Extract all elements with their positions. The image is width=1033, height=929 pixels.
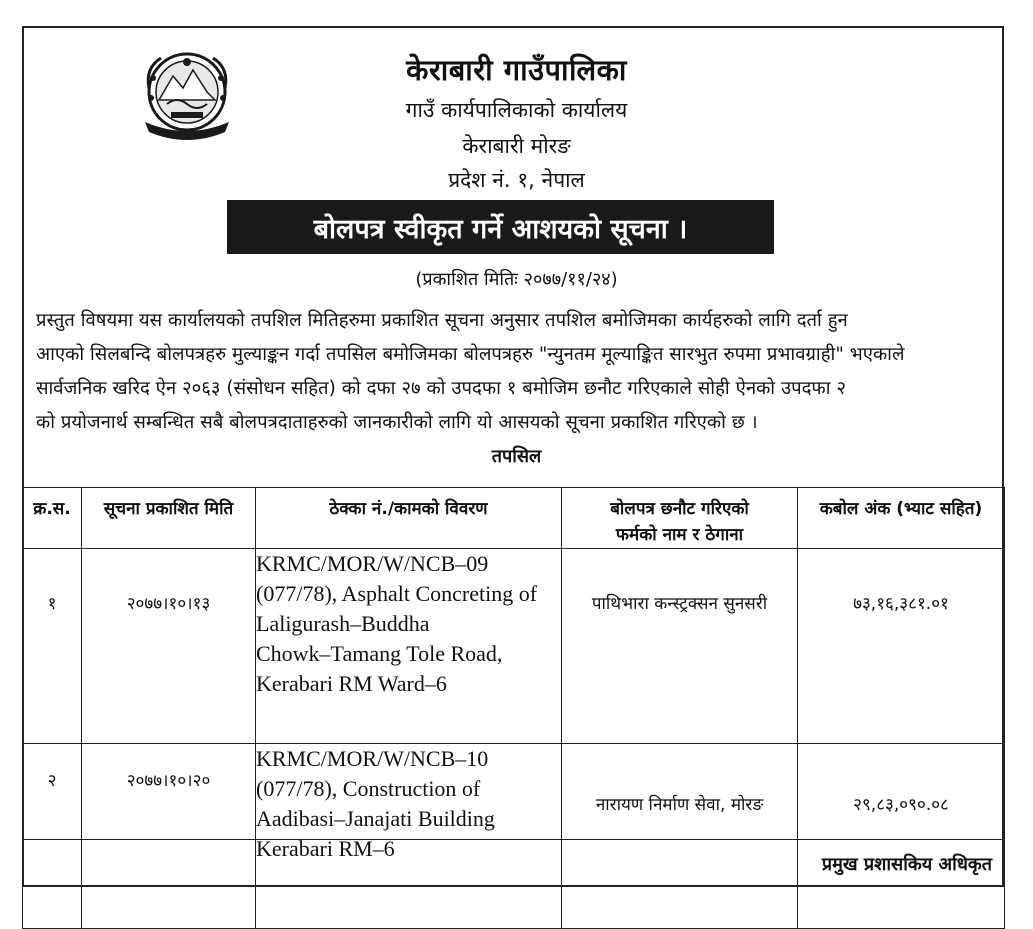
notice-body bbox=[36, 304, 998, 440]
body-line: को प्रयोजनार्थ सम्बन्धित सबै बोलपत्रदाताहरुको जानकारीको लागि यो आसयको सूचना प्रकाशित गरिएको छ । bbox=[36, 412, 758, 433]
row-desc bbox=[256, 549, 562, 744]
desc-line: (077/78), Construction of bbox=[256, 776, 481, 801]
desc-line: KRMC/MOR/W/NCB–09 bbox=[256, 551, 489, 576]
table-row bbox=[23, 549, 1005, 744]
header-firm-line2: फर्मको नाम र ठेगाना bbox=[615, 525, 744, 545]
desc-line: Kerabari RM Ward–6 bbox=[256, 671, 447, 696]
notice-title: बोलपत्र स्वीकृत गर्ने आशयको सूचना । bbox=[313, 213, 688, 245]
header-date: सूचना प्रकाशित मिति bbox=[82, 488, 256, 549]
header-sn: क्र.स. bbox=[23, 488, 82, 549]
row-amount: ७३,१६,३८१.०१ bbox=[798, 549, 1005, 744]
office-subtitle: गाउँ कार्यपालिकाको कार्यालय bbox=[405, 98, 628, 122]
row-sn: १ bbox=[23, 549, 82, 744]
header-firm-line1: बोलपत्र छनौट गरिएको bbox=[610, 499, 749, 519]
row-desc bbox=[256, 744, 562, 929]
header-desc: ठेक्का नं./कामको विवरण bbox=[256, 488, 562, 549]
row-firm: पाथिभारा कन्स्ट्रक्सन सुनसरी bbox=[562, 549, 798, 744]
row-firm: नारायण निर्माण सेवा, मोरङ bbox=[562, 744, 798, 929]
row-sn: २ bbox=[23, 744, 82, 929]
row-amount: २९,८३,०९०.०८ bbox=[798, 744, 1005, 929]
notice-title-banner bbox=[227, 200, 774, 254]
tapsil-label: तपसिल bbox=[491, 446, 542, 467]
header-firm bbox=[562, 488, 798, 549]
table-row bbox=[23, 744, 1005, 929]
row-date: २०७७।१०।१३ bbox=[82, 549, 256, 744]
desc-line: KRMC/MOR/W/NCB–10 bbox=[256, 746, 489, 771]
desc-line: Laligurash–Buddha bbox=[256, 611, 430, 636]
office-location: केराबारी मोरङ bbox=[462, 134, 571, 158]
header-amount: कबोल अंक (भ्याट सहित) bbox=[798, 488, 1005, 549]
signature-title: प्रमुख प्रशासकिय अधिकृत bbox=[821, 854, 992, 875]
body-line: सार्वजनिक खरिद ऐन २०६३ (संसोधन सहित) को दफा २७ को उपदफा १ बमोजिम छनौट गरिएकाले सोही ऐनको उपदफा २ bbox=[36, 378, 846, 399]
desc-line: Aadibasi–Janajati Building bbox=[256, 806, 495, 831]
office-name: केराबारी गाउँपालिका bbox=[406, 53, 627, 87]
body-line: प्रस्तुत विषयमा यस कार्यालयको तपशिल मितिहरुमा प्रकाशित सूचना अनुसार तपशिल बमोजिमका कार्यहरुको लागि दर्ता हुन bbox=[36, 310, 848, 331]
desc-line: (077/78), Asphalt Concreting of bbox=[256, 581, 538, 606]
published-date: (प्रकाशित मितिः २०७७/११/२४) bbox=[415, 269, 618, 290]
body-line: आएको सिलबन्दि बोलपत्रहरु मुल्याङ्कन गर्दा तपसिल बमोजिमका बोलपत्रहरु "न्युनतम मूल्याङ्कित सारभुत रुपमा प्रभावग्राही" भएकाले bbox=[36, 344, 905, 365]
desc-line: Chowk–Tamang Tole Road, bbox=[256, 641, 503, 666]
signature-block bbox=[22, 839, 1004, 885]
desc-line: Kerabari RM–6 bbox=[256, 836, 395, 861]
office-province: प्रदेश नं. १, नेपाल bbox=[448, 168, 585, 192]
table-header-row bbox=[23, 488, 1005, 549]
row-date: २०७७।१०।२० bbox=[82, 744, 256, 929]
